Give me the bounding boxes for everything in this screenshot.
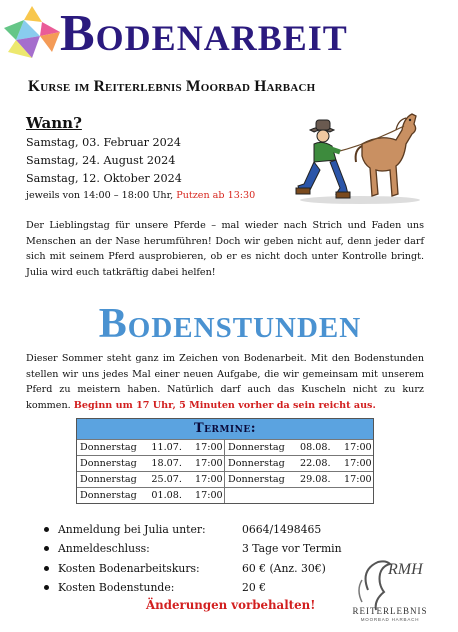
bullet-icon (44, 585, 49, 590)
table-cell (77, 439, 225, 455)
table-cell (77, 471, 225, 487)
section-text (26, 351, 424, 413)
table-cell (77, 455, 225, 471)
dates-grid (77, 439, 373, 503)
bullet-icon (44, 566, 49, 571)
bullet-icon (44, 527, 49, 532)
day: Donnerstag (228, 458, 285, 469)
time: 17:00 (195, 442, 223, 453)
section-title: Bodenstunden (98, 301, 362, 347)
page-title: Bodenarbeit (60, 5, 348, 62)
date: 11.07. (151, 442, 182, 453)
info-label: Kosten Bodenstunde: (58, 580, 175, 594)
time: 17:00 (195, 474, 223, 485)
date: 22.08. (300, 458, 331, 469)
time: 17:00 (344, 442, 372, 453)
info-value: 20 € (242, 580, 267, 594)
info-list (44, 520, 374, 597)
day: Donnerstag (80, 442, 137, 453)
list-item (44, 578, 374, 597)
logo-subtitle: MOORBAD HARBACH (360, 617, 420, 622)
bullet-icon (44, 546, 49, 551)
list-item (44, 520, 374, 539)
date: 29.08. (300, 474, 331, 485)
time: 17:00 (344, 474, 372, 485)
section-description: Dieser Sommer steht ganz im Zeichen von Bodenarbeit. Mit den Bodenstunden stellen wir uns jedes Mal einer neuen Aufgabe, die wir gemeinsam mit unserem Pferd zu meistern haben. Natürlich darf auch das Kuscheln nicht zu kurz kommen. (26, 353, 424, 411)
date-line: Samstag, 12. Oktober 2024 (26, 172, 182, 185)
date: 18.07. (151, 458, 182, 469)
when-heading: Wann? (26, 114, 82, 132)
table-cell (77, 487, 225, 503)
info-label: Anmeldeschluss: (58, 542, 150, 556)
intro-text: Der Lieblingstag für unsere Pferde – mal wieder nach Strich und Faden uns Menschen an der Nase herumführen! Doch wir geben nicht auf, denn jeder darf sich mit seinem Pferd ausprobieren, ob er es nicht doch unter Kontrolle bringt. Julia wird euch tatkräftig dabei helfen! (26, 220, 424, 278)
day: Donnerstag (80, 458, 137, 469)
time: 17:00 (344, 458, 372, 469)
time-line (26, 190, 255, 201)
start-time-note: Beginn um 17 Uhr, 5 Minuten vorher da sein reicht aus. (73, 399, 376, 411)
dates-table (76, 418, 374, 504)
cowboy-horse-illustration (290, 100, 420, 206)
dates-table-heading: Termine: (77, 419, 373, 439)
cleaning-note: Putzen ab 13:30 (176, 190, 256, 201)
table-cell (225, 439, 373, 455)
info-label: Anmeldung bei Julia unter: (58, 523, 206, 536)
list-item (44, 559, 374, 578)
date: 01.08. (151, 490, 182, 501)
date: 25.07. (151, 474, 182, 485)
info-value: 3 Tage vor Termin (242, 542, 342, 556)
time-text: jeweils von 14:00 – 18:00 Uhr, (26, 190, 174, 201)
list-item (44, 539, 374, 558)
info-value: 0664/1498465 (242, 523, 322, 536)
table-cell (225, 471, 373, 487)
info-value: 60 € (Anz. 30€) (242, 561, 326, 575)
date: 08.08. (300, 442, 331, 453)
time: 17:00 (195, 458, 223, 469)
logo-name: REITERLEBNIS (352, 606, 428, 616)
time: 17:00 (195, 490, 223, 501)
day: Donnerstag (228, 442, 285, 453)
colorful-logo-icon (2, 4, 62, 62)
day: Donnerstag (80, 490, 137, 501)
page-subtitle: Kurse im Reiterlebnis Moorbad Harbach (28, 78, 316, 95)
date-line: Samstag, 24. August 2024 (26, 154, 176, 167)
logo-monogram: RMH (388, 561, 423, 578)
changes-note: Änderungen vorbehalten! (146, 598, 316, 612)
day: Donnerstag (80, 474, 137, 485)
info-label: Kosten Bodenarbeitskurs: (58, 561, 200, 575)
day: Donnerstag (228, 474, 285, 485)
table-cell-empty (225, 487, 373, 503)
table-cell (225, 455, 373, 471)
date-line: Samstag, 03. Februar 2024 (26, 136, 182, 149)
